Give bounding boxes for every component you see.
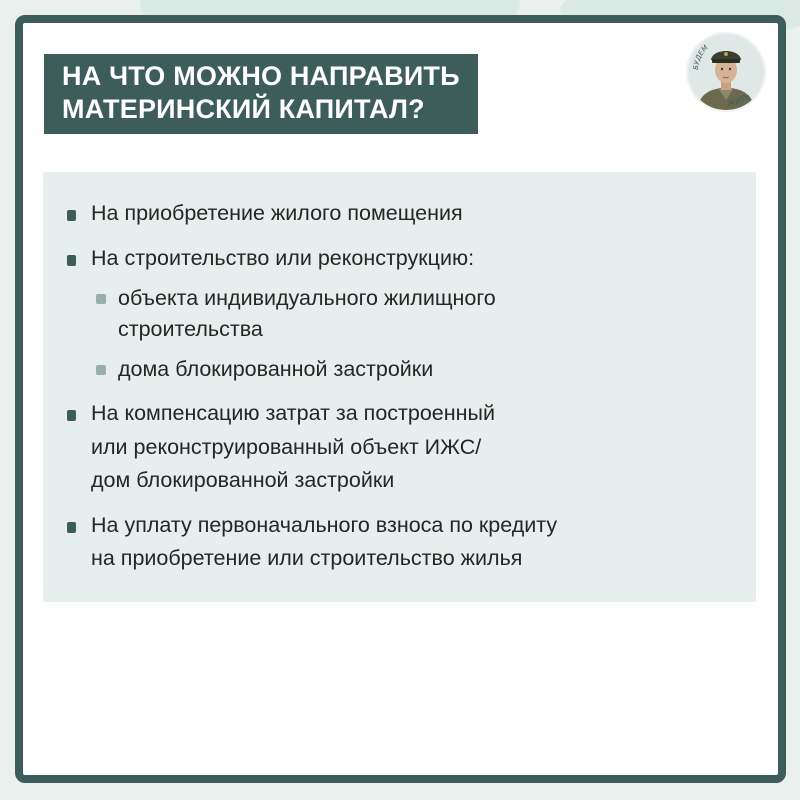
logo-avatar [684,30,768,114]
list-item-text: дома блокированной застройки [118,357,434,381]
list-item-text: строительства [118,317,263,341]
sub-bullet-marker [96,294,106,304]
content-panel [43,172,756,602]
list-item-text: на приобретение или строительство жилья [91,546,523,570]
page-title [44,54,478,134]
list-item-text: объекта индивидуального жилищного [118,286,496,310]
list-item-text: На уплату первоначального взноса по кредиту [91,513,558,537]
list-item-text: дом блокированной застройки [91,468,395,492]
list-item-text: или реконструированный объект ИЖС/ [91,435,482,459]
bullet-marker [67,210,76,221]
title-line-2: МАТЕРИНСКИЙ КАПИТАЛ? [62,94,425,124]
bullet-marker [67,255,76,266]
list-item-text: На компенсацию затрат за построенный [91,401,495,425]
bullet-marker [67,410,76,421]
sub-bullet-marker [96,365,106,375]
title-line-1: НА ЧТО МОЖНО НАПРАВИТЬ [62,61,460,91]
list-item-text: На приобретение жилого помещения [91,201,463,225]
logo-top-text: БУДЕМ [691,43,710,71]
list-item-text: На строительство или реконструкцию: [91,246,475,270]
logo-bottom-text: ЖИТЬ [726,91,753,109]
bullet-marker [67,522,76,533]
